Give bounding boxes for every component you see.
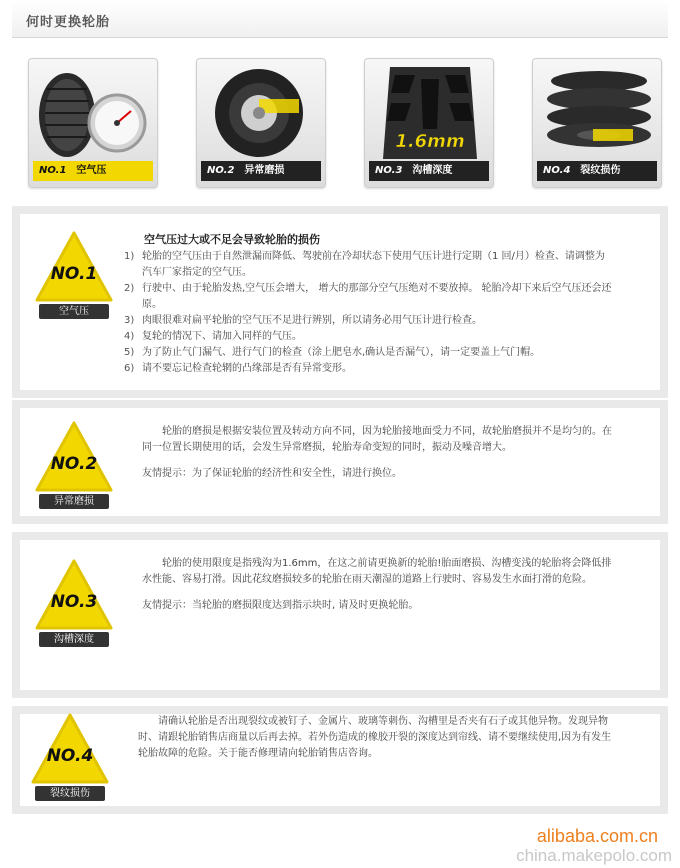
card-crack-damage[interactable] <box>532 58 662 188</box>
list-number: 3) <box>124 315 135 326</box>
list-item <box>124 249 614 281</box>
list-number: 2) <box>124 283 135 294</box>
card-label <box>369 161 489 181</box>
list-item <box>124 329 614 345</box>
badge-number: NO.3 <box>50 592 98 612</box>
card-tread-depth[interactable] <box>364 58 494 188</box>
badge-tag: 空气压 <box>39 304 109 319</box>
tire-pressure-gauge-icon <box>29 59 158 163</box>
card-label-text: 沟槽深度 <box>412 165 453 176</box>
tread-depth-overlay-text: 1.6mm <box>395 131 465 152</box>
section-header <box>12 0 668 38</box>
section-tread-depth <box>12 532 668 698</box>
card-abnormal-wear[interactable] <box>196 58 326 188</box>
page-title: 何时更换轮胎 <box>26 15 111 30</box>
list-item <box>124 345 614 361</box>
card-label <box>33 161 153 181</box>
badge-tag: 裂纹损伤 <box>35 786 105 801</box>
section-tip: 友情提示：当轮胎的磨损限度达到指示块时, 请及时更换轮胎。 <box>142 600 419 611</box>
no3-badge <box>34 558 114 648</box>
card-label <box>201 161 321 181</box>
section-paragraph: 轮胎的使用限度是指残沟为1.6mm，在这之前请更换新的轮胎!胎面磨损、沟槽变浅的轮胎将会降低排水性能、容易打滑。因此花纹磨损较多的轮胎在雨天潮湿的道路上行驶时、容易发生水面打滑的危险。 <box>142 558 612 585</box>
worn-tire-icon <box>197 59 326 163</box>
list-number: 4) <box>124 331 135 342</box>
list-item <box>124 313 614 329</box>
list-number: 5) <box>124 347 135 358</box>
section-crack-damage <box>12 706 668 814</box>
card-number: NO.2 <box>207 165 235 176</box>
list-text: 轮胎的空气压由于自然泄漏而降低、驾驶前在冷却状态下使用气压计进行定期（1 回/月）检查、请调整为汽车厂家指定的空气压。 <box>142 251 605 278</box>
list-text: 行驶中、由于轮胎发热,空气压会增大， 增大的那部分空气压绝对不要放掉。 轮胎冷却下来后空气压还会还原。 <box>142 283 612 310</box>
badge-tag: 异常磨损 <box>39 494 109 509</box>
section-text <box>142 424 612 482</box>
no2-badge <box>34 420 114 510</box>
section-paragraph: 请确认轮胎是否出现裂纹或被钉子、金属片、玻璃等刺伤、沟槽里是否夹有石子或其他异物。发现异物时、请跟轮胎销售店商量以后再去掉。若外伤造成的橡胶开裂的深度达到帘线、请不要继续使用,因为有发生轮胎故障的危险。关于能否修理请向轮胎销售店咨询。 <box>138 716 612 759</box>
section-text <box>142 556 612 614</box>
tread-depth-icon <box>365 59 494 163</box>
card-number: NO.4 <box>543 165 571 176</box>
card-label-text: 空气压 <box>76 165 107 176</box>
watermark-makepolo: china.makepolo.com <box>516 846 672 865</box>
section-paragraph: 轮胎的磨损是根据安装位置及转动方向不同，因为轮胎接地面受力不同，故轮胎磨损并不是均匀的。在同一位置长期使用的话，会发生异常磨损，轮胎寿命变短的同时，振动及噪音增大。 <box>142 426 612 453</box>
tire-cards <box>0 58 680 198</box>
no4-badge <box>30 712 110 802</box>
list-text: 为了防止气门漏气、进行气门的检查（涂上肥皂水,确认是否漏气），请一定要盖上气门帽。 <box>142 347 541 358</box>
section-tip: 友情提示：为了保证轮胎的经济性和安全性，请进行换位。 <box>142 468 402 479</box>
card-label-text: 异常磨损 <box>244 165 285 176</box>
list-text: 肉眼很难对扁平轮胎的空气压不足进行辨别，所以请务必用气压计进行检查。 <box>142 315 482 326</box>
section-text <box>124 232 614 377</box>
card-number: NO.3 <box>375 165 403 176</box>
list-number: 1) <box>124 251 135 262</box>
section-text <box>138 714 614 762</box>
section-abnormal-wear <box>12 400 668 524</box>
badge-number: NO.4 <box>46 746 94 766</box>
card-label-text: 裂纹损伤 <box>580 165 621 176</box>
badge-number: NO.1 <box>50 264 98 284</box>
section-title: 空气压过大或不足会导致轮胎的损伤 <box>144 233 320 246</box>
card-air-pressure[interactable] <box>28 58 158 188</box>
section-air-pressure <box>12 206 668 398</box>
tire-stack-icon <box>533 59 662 163</box>
badge-number: NO.2 <box>50 454 98 474</box>
list-item <box>124 361 614 377</box>
list-item <box>124 281 614 313</box>
card-number: NO.1 <box>39 165 67 176</box>
no1-badge <box>34 230 114 320</box>
card-label <box>537 161 657 181</box>
list-text: 请不要忘记检查轮辋的凸缘部是否有异常变形。 <box>142 363 352 374</box>
watermark-alibaba: alibaba.com.cn <box>536 826 658 846</box>
list-text: 复轮的情况下、请加入同样的气压。 <box>142 331 302 342</box>
list-number: 6) <box>124 363 135 374</box>
badge-tag: 沟槽深度 <box>39 632 109 647</box>
